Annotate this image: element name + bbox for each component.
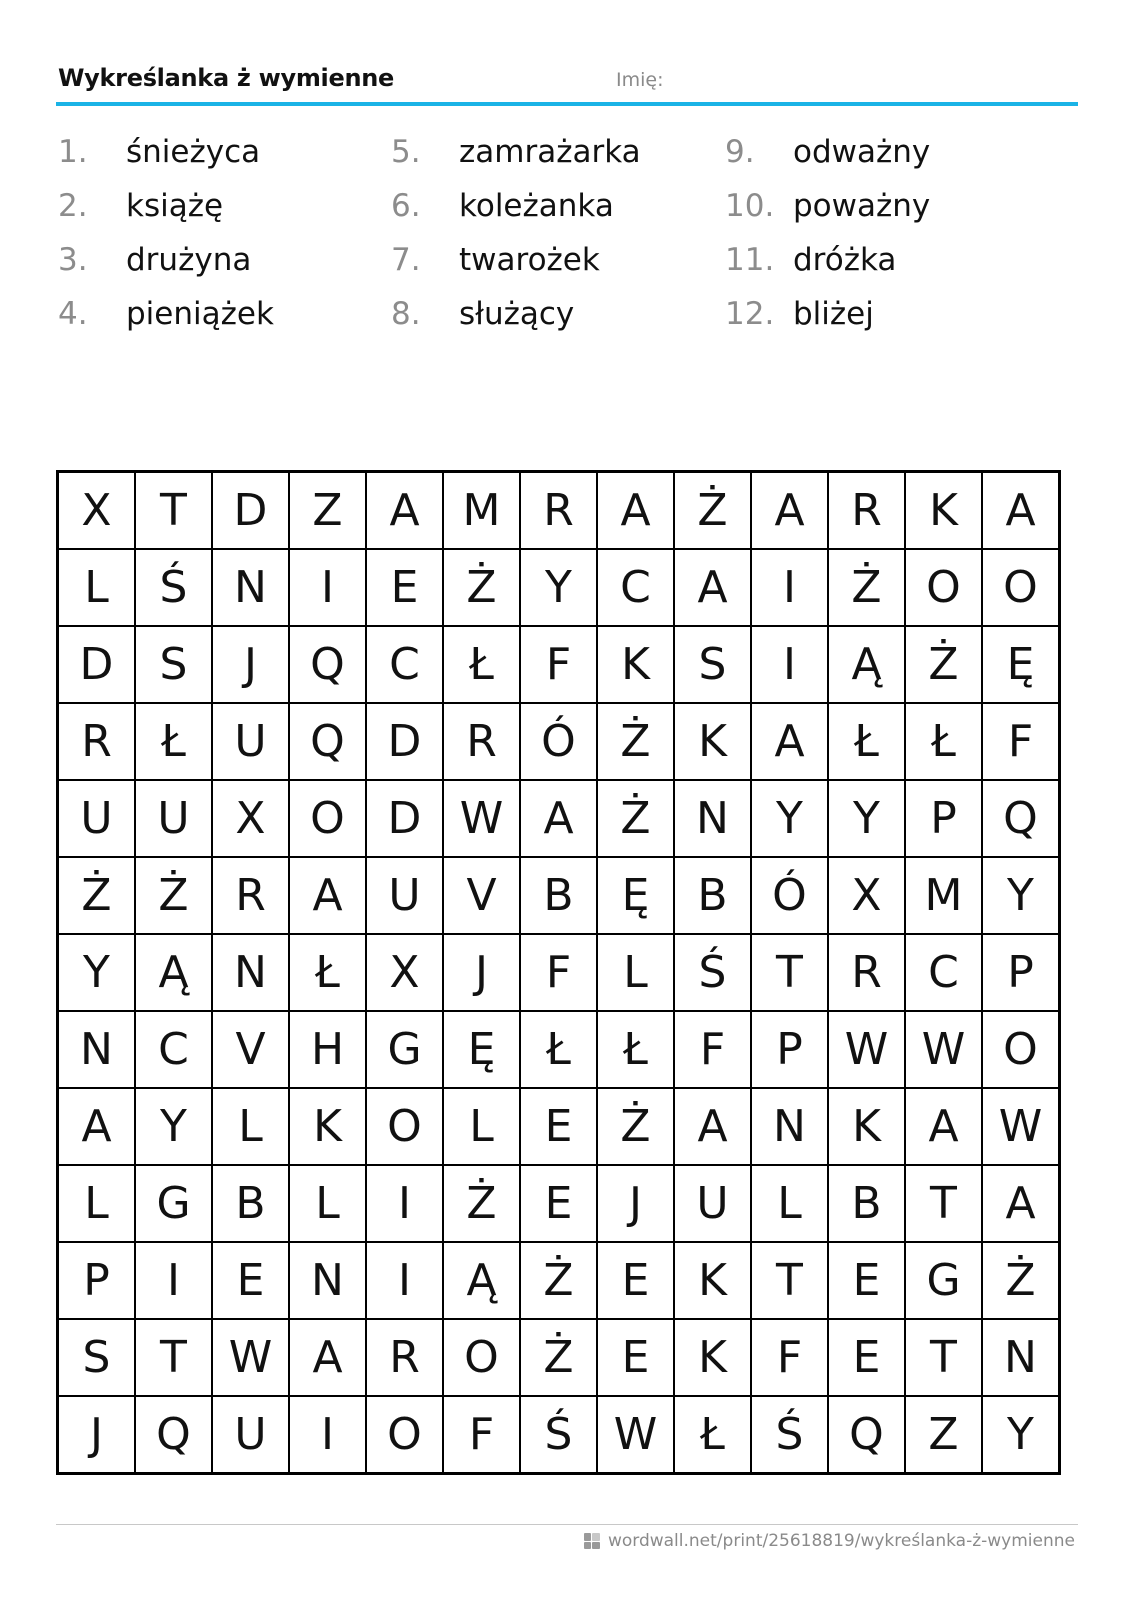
grid-cell[interactable]: R [828, 934, 905, 1011]
grid-cell[interactable]: A [905, 1088, 982, 1165]
grid-cell[interactable]: Ż [58, 857, 136, 934]
grid-cell[interactable]: Ż [597, 703, 674, 780]
grid-cell[interactable]: Ó [520, 703, 597, 780]
grid-cell[interactable]: E [828, 1319, 905, 1396]
grid-cell[interactable]: I [751, 549, 828, 626]
grid-cell[interactable]: Ł [597, 1011, 674, 1088]
grid-cell[interactable]: H [289, 1011, 366, 1088]
grid-cell[interactable]: Ż [674, 472, 751, 550]
grid-cell[interactable]: A [366, 472, 443, 550]
grid-cell[interactable]: P [982, 934, 1060, 1011]
grid-cell[interactable]: L [597, 934, 674, 1011]
grid-row [58, 1011, 1060, 1088]
grid-row [58, 472, 1060, 550]
grid-cell[interactable]: Ę [982, 626, 1060, 703]
grid-cell[interactable]: Ż [520, 1319, 597, 1396]
grid-cell[interactable]: T [751, 934, 828, 1011]
grid-cell[interactable]: Y [751, 780, 828, 857]
grid-cell[interactable]: E [828, 1242, 905, 1319]
grid-cell[interactable]: W [982, 1088, 1060, 1165]
word-text: odważny [793, 134, 931, 170]
grid-cell[interactable]: T [135, 1319, 212, 1396]
grid-cell[interactable]: L [212, 1088, 289, 1165]
word-number: 8. [391, 296, 421, 332]
word-column-1 [58, 134, 388, 350]
word-number: 6. [391, 188, 421, 224]
grid-cell[interactable]: K [674, 703, 751, 780]
grid-cell[interactable]: O [366, 1088, 443, 1165]
grid-cell[interactable]: R [366, 1319, 443, 1396]
grid-cell[interactable]: A [982, 1165, 1060, 1242]
grid-cell[interactable]: N [674, 780, 751, 857]
grid-cell[interactable]: A [674, 549, 751, 626]
letter-grid [56, 470, 1061, 1475]
word-text: służący [459, 296, 575, 332]
grid-cell[interactable]: Ó [751, 857, 828, 934]
grid-cell[interactable]: Ą [828, 626, 905, 703]
grid-cell[interactable]: D [58, 626, 136, 703]
grid-cell[interactable]: I [366, 1165, 443, 1242]
grid-cell[interactable]: Ż [597, 1088, 674, 1165]
grid-cell[interactable]: E [366, 549, 443, 626]
grid-cell[interactable]: U [58, 780, 136, 857]
grid-cell[interactable]: D [212, 472, 289, 550]
grid-cell[interactable]: F [443, 1396, 520, 1474]
word-number: 5. [391, 134, 421, 170]
grid-cell[interactable]: F [674, 1011, 751, 1088]
grid-row [58, 1396, 1060, 1474]
grid-cell[interactable]: Ę [597, 857, 674, 934]
grid-cell[interactable]: Z [289, 472, 366, 550]
grid-cell[interactable]: Ż [443, 1165, 520, 1242]
grid-cell[interactable]: Y [135, 1088, 212, 1165]
word-number: 1. [58, 134, 88, 170]
grid-cell[interactable]: Ś [674, 934, 751, 1011]
grid-row [58, 934, 1060, 1011]
grid-cell[interactable]: Y [58, 934, 136, 1011]
grid-cell[interactable]: X [828, 857, 905, 934]
grid-cell[interactable]: A [674, 1088, 751, 1165]
grid-cell[interactable]: C [135, 1011, 212, 1088]
grid-cell[interactable]: Ł [905, 703, 982, 780]
footer-divider [56, 1524, 1078, 1525]
grid-row [58, 780, 1060, 857]
grid-cell[interactable]: U [212, 703, 289, 780]
word-item [725, 134, 1055, 188]
grid-cell[interactable]: Y [828, 780, 905, 857]
word-text: dróżka [793, 242, 897, 278]
grid-cell[interactable]: Ż [520, 1242, 597, 1319]
grid-cell[interactable]: F [751, 1319, 828, 1396]
grid-cell[interactable]: K [674, 1242, 751, 1319]
grid-cell[interactable]: R [58, 703, 136, 780]
grid-cell[interactable]: U [212, 1396, 289, 1474]
grid-cell[interactable]: K [289, 1088, 366, 1165]
word-item [391, 188, 721, 242]
grid-cell[interactable]: Ł [443, 626, 520, 703]
grid-cell[interactable]: Y [520, 549, 597, 626]
grid-cell[interactable]: A [520, 780, 597, 857]
grid-cell[interactable]: L [58, 549, 136, 626]
grid-cell[interactable]: N [58, 1011, 136, 1088]
word-item [391, 296, 721, 350]
grid-cell[interactable]: O [982, 549, 1060, 626]
grid-cell[interactable]: Q [289, 703, 366, 780]
grid-cell[interactable]: E [520, 1088, 597, 1165]
word-item [391, 134, 721, 188]
grid-cell[interactable]: R [520, 472, 597, 550]
grid-cell[interactable]: Ś [751, 1396, 828, 1474]
grid-cell[interactable]: I [289, 549, 366, 626]
worksheet-title: Wykreślanka ż wymienne [58, 64, 394, 92]
grid-cell[interactable]: N [212, 549, 289, 626]
grid-cell[interactable]: B [212, 1165, 289, 1242]
word-text: poważny [793, 188, 931, 224]
grid-cell[interactable]: L [289, 1165, 366, 1242]
grid-cell[interactable]: R [212, 857, 289, 934]
grid-cell[interactable]: E [212, 1242, 289, 1319]
grid-cell[interactable]: Ś [520, 1396, 597, 1474]
grid-cell[interactable]: Ł [520, 1011, 597, 1088]
grid-cell[interactable]: O [443, 1319, 520, 1396]
grid-cell[interactable]: K [597, 626, 674, 703]
grid-cell[interactable]: U [674, 1165, 751, 1242]
grid-cell[interactable]: L [58, 1165, 136, 1242]
grid-cell[interactable]: Ą [443, 1242, 520, 1319]
wordwall-logo-icon [584, 1533, 600, 1549]
grid-cell[interactable]: L [751, 1165, 828, 1242]
grid-cell[interactable]: Ż [597, 780, 674, 857]
grid-cell[interactable]: N [289, 1242, 366, 1319]
grid-cell[interactable]: Ż [905, 626, 982, 703]
grid-cell[interactable]: O [982, 1011, 1060, 1088]
grid-cell[interactable]: N [982, 1319, 1060, 1396]
word-item [391, 242, 721, 296]
grid-cell[interactable]: R [828, 472, 905, 550]
grid-cell[interactable]: P [751, 1011, 828, 1088]
grid-cell[interactable]: G [366, 1011, 443, 1088]
word-column-2 [391, 134, 721, 350]
grid-cell[interactable]: D [366, 780, 443, 857]
word-item [58, 134, 388, 188]
grid-cell[interactable]: D [366, 703, 443, 780]
grid-cell[interactable]: T [905, 1165, 982, 1242]
grid-cell[interactable]: Q [135, 1396, 212, 1474]
grid-cell[interactable]: Ż [135, 857, 212, 934]
grid-cell[interactable]: O [289, 780, 366, 857]
grid-cell[interactable]: W [212, 1319, 289, 1396]
word-text: twarożek [459, 242, 600, 278]
grid-cell[interactable]: W [905, 1011, 982, 1088]
grid-cell[interactable]: C [597, 549, 674, 626]
grid-cell[interactable]: T [905, 1319, 982, 1396]
word-number: 11. [725, 242, 775, 278]
grid-cell[interactable]: F [520, 934, 597, 1011]
grid-cell[interactable]: R [443, 703, 520, 780]
grid-row [58, 626, 1060, 703]
word-number: 9. [725, 134, 755, 170]
grid-row [58, 1088, 1060, 1165]
grid-cell[interactable]: J [212, 626, 289, 703]
word-text: śnieżyca [126, 134, 261, 170]
grid-cell[interactable]: A [751, 472, 828, 550]
grid-cell[interactable]: I [135, 1242, 212, 1319]
grid-cell[interactable]: W [828, 1011, 905, 1088]
grid-cell[interactable]: A [289, 1319, 366, 1396]
grid-cell[interactable]: Ż [828, 549, 905, 626]
grid-row [58, 549, 1060, 626]
grid-cell[interactable]: Y [982, 1396, 1060, 1474]
word-text: zamrażarka [459, 134, 641, 170]
word-text: bliżej [793, 296, 874, 332]
grid-cell[interactable]: E [597, 1319, 674, 1396]
grid-row [58, 1319, 1060, 1396]
grid-row [58, 703, 1060, 780]
grid-cell[interactable]: C [905, 934, 982, 1011]
grid-cell[interactable]: L [443, 1088, 520, 1165]
footer-url: wordwall.net/print/25618819/wykreślanka-ż-wymienne [607, 1531, 1075, 1551]
word-text: koleżanka [459, 188, 614, 224]
word-item [58, 296, 388, 350]
word-number: 3. [58, 242, 88, 278]
grid-cell[interactable]: P [58, 1242, 136, 1319]
grid-cell[interactable]: Ż [443, 549, 520, 626]
grid-cell[interactable]: W [597, 1396, 674, 1474]
grid-cell[interactable]: B [674, 857, 751, 934]
grid-cell[interactable]: N [212, 934, 289, 1011]
grid-cell[interactable]: I [366, 1242, 443, 1319]
word-number: 4. [58, 296, 88, 332]
grid-cell[interactable]: K [674, 1319, 751, 1396]
grid-cell[interactable]: U [366, 857, 443, 934]
grid-cell[interactable]: O [366, 1396, 443, 1474]
word-number: 10. [725, 188, 775, 224]
grid-cell[interactable]: V [212, 1011, 289, 1088]
grid-cell[interactable]: T [135, 472, 212, 550]
grid-cell[interactable]: B [828, 1165, 905, 1242]
header-divider [56, 102, 1078, 106]
grid-cell[interactable]: U [135, 780, 212, 857]
word-item [725, 188, 1055, 242]
word-item [58, 188, 388, 242]
word-item [725, 296, 1055, 350]
grid-cell[interactable]: F [982, 703, 1060, 780]
grid-cell[interactable]: Ż [982, 1242, 1060, 1319]
name-field-label: Imię: [616, 69, 664, 91]
grid-cell[interactable]: A [751, 703, 828, 780]
grid-cell[interactable]: I [289, 1396, 366, 1474]
word-text: drużyna [126, 242, 252, 278]
word-item [58, 242, 388, 296]
word-list [58, 134, 1058, 354]
grid-cell[interactable]: J [58, 1396, 136, 1474]
grid-cell[interactable]: Ą [135, 934, 212, 1011]
word-number: 7. [391, 242, 421, 278]
grid-cell[interactable]: Ł [289, 934, 366, 1011]
grid-cell[interactable]: Y [982, 857, 1060, 934]
grid-cell[interactable]: W [443, 780, 520, 857]
grid-cell[interactable]: K [828, 1088, 905, 1165]
grid-cell[interactable]: J [443, 934, 520, 1011]
grid-cell[interactable]: E [597, 1242, 674, 1319]
grid-cell[interactable]: I [751, 626, 828, 703]
word-text: pieniążek [126, 296, 274, 332]
grid-cell[interactable]: Ś [135, 549, 212, 626]
grid-cell[interactable]: Q [982, 780, 1060, 857]
footer [584, 1531, 1075, 1551]
word-item [725, 242, 1055, 296]
grid-cell[interactable]: Q [289, 626, 366, 703]
grid-cell[interactable]: A [597, 472, 674, 550]
grid-cell[interactable]: V [443, 857, 520, 934]
grid-cell[interactable]: S [135, 626, 212, 703]
grid-cell[interactable]: G [135, 1165, 212, 1242]
word-number: 12. [725, 296, 775, 332]
grid-cell[interactable]: B [520, 857, 597, 934]
grid-cell[interactable]: C [366, 626, 443, 703]
grid-cell[interactable]: K [905, 472, 982, 550]
grid-cell[interactable]: M [443, 472, 520, 550]
grid-cell[interactable]: E [520, 1165, 597, 1242]
grid-cell[interactable]: F [520, 626, 597, 703]
grid-row [58, 1242, 1060, 1319]
grid-cell[interactable]: T [751, 1242, 828, 1319]
word-column-3 [725, 134, 1055, 350]
grid-cell[interactable]: X [212, 780, 289, 857]
grid-cell[interactable]: X [58, 472, 136, 550]
grid-cell[interactable]: M [905, 857, 982, 934]
grid-cell[interactable]: Ł [828, 703, 905, 780]
grid-cell[interactable]: S [674, 626, 751, 703]
grid-cell[interactable]: J [597, 1165, 674, 1242]
grid-cell[interactable]: A [289, 857, 366, 934]
grid-cell[interactable]: Ę [443, 1011, 520, 1088]
grid-cell[interactable]: Z [905, 1396, 982, 1474]
grid-row [58, 857, 1060, 934]
grid-cell[interactable]: N [751, 1088, 828, 1165]
grid-cell[interactable]: P [905, 780, 982, 857]
grid-cell[interactable]: X [366, 934, 443, 1011]
grid-cell[interactable]: A [982, 472, 1060, 550]
grid-cell[interactable]: O [905, 549, 982, 626]
grid-cell[interactable]: Ł [674, 1396, 751, 1474]
word-text: książę [126, 188, 224, 224]
grid-cell[interactable]: G [905, 1242, 982, 1319]
grid-cell[interactable]: Ł [135, 703, 212, 780]
grid-cell[interactable]: Q [828, 1396, 905, 1474]
word-number: 2. [58, 188, 88, 224]
grid-row [58, 1165, 1060, 1242]
grid-cell[interactable]: A [58, 1088, 136, 1165]
grid-cell[interactable]: S [58, 1319, 136, 1396]
worksheet-header [56, 62, 1078, 104]
